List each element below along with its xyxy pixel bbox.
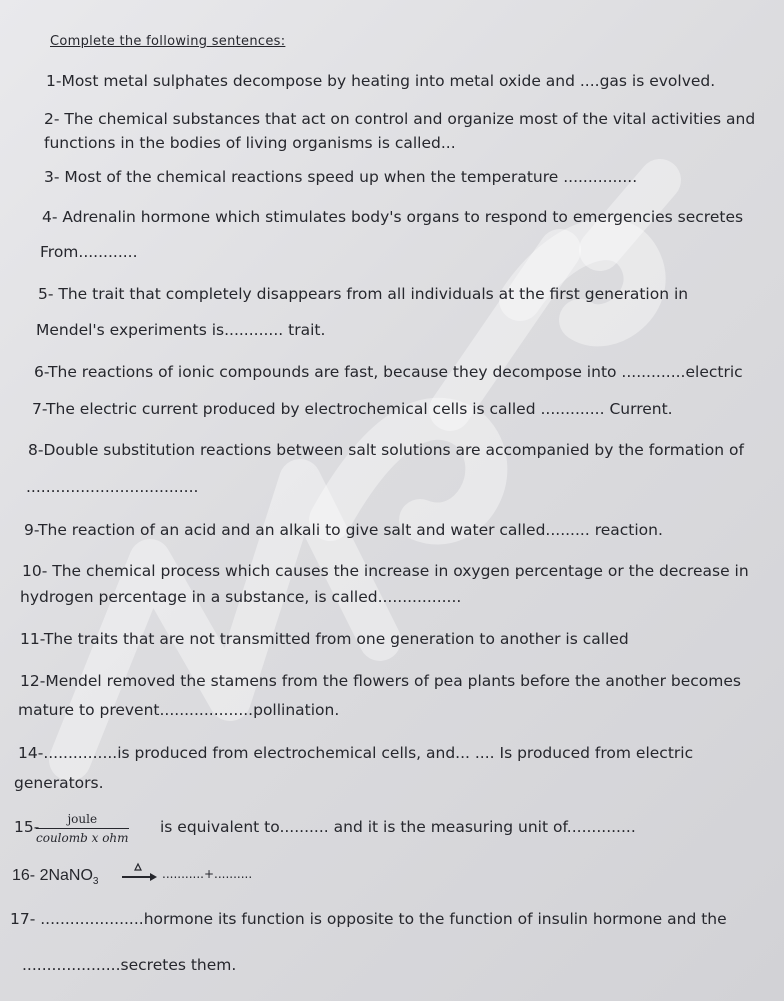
question-16-reactant (12, 867, 98, 887)
question-16-label: 16- 2NaNO (12, 867, 93, 884)
question-12-line-2: mature to prevent...................pollination. (18, 701, 340, 719)
question-14-line-1: 14-...............is produced from electrochemical cells, and... .... Is produced from electric (18, 744, 694, 762)
question-2-line-2: functions in the bodies of living organisms is called... (44, 134, 456, 152)
subscript-three: 3 (92, 876, 99, 888)
question-10-line-2: hydrogen percentage in a substance, is called................. (20, 588, 462, 606)
fraction-numerator: joule (36, 812, 129, 829)
question-17-line-2: ....................secretes them. (22, 956, 237, 974)
question-2-line-1: 2- The chemical substances that act on control and organize most of the vital activities and (44, 110, 756, 128)
question-16-products: ...........+.......... (162, 867, 253, 881)
question-15-number: 15- (14, 818, 40, 836)
instructions-heading: Complete the following sentences: (50, 34, 286, 49)
question-8-line-1: 8-Double substitution reactions between salt solutions are accompanied by the formation of (28, 441, 744, 459)
question-4-line-1: 4- Adrenalin hormone which stimulates body's organs to respond to emergencies secretes (42, 208, 744, 226)
question-4-line-2: From............ (40, 243, 138, 261)
question-8-line-2: ................................... (26, 478, 199, 496)
question-11: 11-The traits that are not transmitted from one generation to another is called (20, 630, 629, 648)
question-5-line-1: 5- The trait that completely disappears from all individuals at the first generation in (38, 285, 689, 303)
question-7: 7-The electric current produced by electrochemical cells is called ............. Current. (32, 400, 673, 418)
heat-arrow-icon (120, 862, 158, 884)
joule-fraction (36, 812, 129, 845)
question-17-line-1: 17- .....................hormone its function is opposite to the function of insulin hormone and the (10, 910, 727, 928)
question-6: 6-The reactions of ionic compounds are fast, because they decompose into .............electric (34, 363, 743, 381)
question-10-line-1: 10- The chemical process which causes the increase in oxygen percentage or the decrease in (22, 562, 749, 580)
question-5-line-2: Mendel's experiments is............ trait. (36, 321, 326, 339)
fraction-denominator: coulomb x ohm (36, 831, 129, 845)
question-3: 3- Most of the chemical reactions speed up when the temperature ............... (44, 168, 638, 186)
question-1: 1-Most metal sulphates decompose by heating into metal oxide and ....gas is evolved. (46, 72, 716, 90)
question-15-text: is equivalent to.......... and it is the measuring unit of.............. (160, 818, 636, 836)
question-9: 9-The reaction of an acid and an alkali to give salt and water called......... reaction. (24, 521, 663, 539)
question-14-line-2: generators. (14, 774, 104, 792)
question-12-line-1: 12-Mendel removed the stamens from the flowers of pea plants before the another becomes (20, 672, 741, 690)
